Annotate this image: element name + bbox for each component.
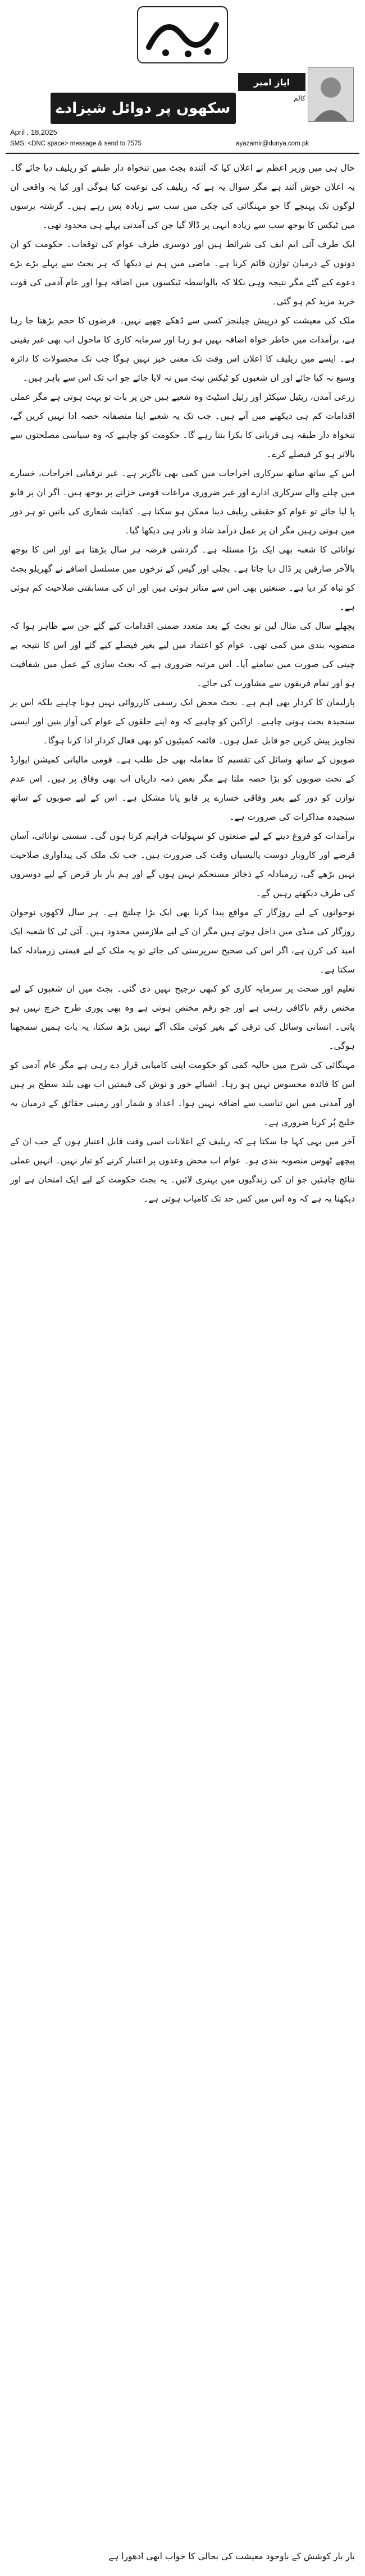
closing-line: بار بار کوشش کے باوجود معیشت کی بحالی کا خواب ابھی ادھورا ہے: [108, 2551, 355, 2561]
author-name: ایاز امیر: [238, 73, 305, 91]
article-header: [0, 0, 365, 160]
logo-icon: [104, 2, 261, 70]
author-note: کالم: [293, 94, 305, 102]
paragraph: پارلیمان کا کردار بھی اہم ہے۔ بجٹ محض ایک رسمی کارروائی نہیں ہونا چاہیے بلکہ اس پر سنجیدہ بحث ہونی چاہیے۔ اراکین کو چاہیے کہ وہ اپنے حلقوں کے عوام کی آواز بنیں اور ایسی تجاویز پیش کریں جو قابل عمل ہوں۔ قائمہ کمیٹیوں کو بھی فعال کردار ادا کرنا ہوگا۔: [10, 697, 355, 746]
author-photo: [308, 67, 354, 122]
article-body: [10, 158, 355, 1208]
paragraph: اس کے ساتھ ساتھ سرکاری اخراجات میں کمی بھی ناگزیر ہے۔ غیر ترقیاتی اخراجات، خسارے میں چلنے والے سرکاری ادارے اور غیر ضروری مراعات قومی خزانے پر بوجھ ہیں۔ اگر ان پر قابو پا لیا جائے تو عوام کو حقیقی ریلیف دینا ممکن ہو سکتا ہے۔ کفایت شعاری کی باتیں تو ہر دور میں ہوتی رہیں مگر ان پر عمل درآمد شاذ و نادر ہی دیکھا گیا۔: [10, 468, 355, 536]
paragraph: زرعی آمدن، ریٹیل سیکٹر اور رئیل اسٹیٹ وہ شعبے ہیں جن پر بات تو بہت ہوتی ہے مگر عملی اقدامات کم ہی دیکھنے میں آتے ہیں۔ جب تک یہ شعبے اپنا منصفانہ حصہ ادا نہیں کریں گے، تنخواہ دار طبقہ ہی قربانی کا بکرا بنتا رہے گا۔ حکومت کو چاہیے کہ وہ سیاسی مصلحتوں سے بالاتر ہو کر فیصلے کرے۔: [10, 392, 355, 459]
paragraph: توانائی کا شعبہ بھی ایک بڑا مسئلہ ہے۔ گردشی قرضہ ہر سال بڑھتا ہے اور اس کا بوجھ بالآخر صارفین پر ڈال دیا جاتا ہے۔ بجلی اور گیس کے نرخوں میں مسلسل اضافے نے گھریلو بجٹ کو تباہ کر دیا ہے۔ صنعتیں بھی اس سے متاثر ہوئی ہیں اور ان کی مسابقتی صلاحیت کم ہوئی ہے۔: [10, 545, 355, 612]
paragraph: نوجوانوں کے لیے روزگار کے مواقع پیدا کرنا بھی ایک بڑا چیلنج ہے۔ ہر سال لاکھوں نوجوان روزگار کی منڈی میں داخل ہوتے ہیں مگر ان کے لیے ملازمتیں محدود ہیں۔ آئی ٹی کا شعبہ ایک امید کی کرن ہے، اگر اس کی صحیح سرپرستی کی جائے تو یہ ملک کے لیے قیمتی زرمبادلہ کما سکتا ہے۔: [10, 907, 355, 975]
paragraph: صوبوں کے ساتھ وسائل کی تقسیم کا معاملہ بھی حل طلب ہے۔ قومی مالیاتی کمیشن ایوارڈ کے تحت صوبوں کو بڑا حصہ ملتا ہے مگر بعض ذمہ داریاں اب بھی وفاق پر ہیں۔ اس عدم توازن کو دور کیے بغیر وفاقی خسارے پر قابو پانا مشکل ہے۔ اس کے لیے صوبوں کے ساتھ سنجیدہ مذاکرات کی ضرورت ہے۔: [10, 755, 355, 822]
publish-date: April , 18,2025: [10, 128, 57, 136]
paragraph: برآمدات کو فروغ دینے کے لیے صنعتوں کو سہولیات فراہم کرنا ہوں گی۔ سستی توانائی، آسان قرضے اور کاروبار دوست پالیسیاں وقت کی ضرورت ہیں۔ جب تک ملک کی پیداواری صلاحیت نہیں بڑھے گی، زرمبادلہ کے ذخائر مستحکم نہیں ہوں گے اور ہم بار بار قرض کے لیے دوسروں کی طرف دیکھتے رہیں گے۔: [10, 831, 355, 898]
paragraph: آخر میں یہی کہا جا سکتا ہے کہ ریلیف کے اعلانات اسی وقت قابل اعتبار ہوں گے جب ان کے پیچھے ٹھوس منصوبہ بندی ہو۔ عوام اب محض وعدوں پر اعتبار کرنے کو تیار نہیں۔ انہیں عملی نتائج چاہئیں جو ان کی زندگیوں میں بہتری لائیں۔ یہ بجٹ حکومت کے لیے ایک امتحان ہے اور دیکھنا یہ ہے کہ وہ اس میں کس حد تک کامیاب ہوتی ہے۔: [10, 1136, 355, 1204]
paragraph: ایک طرف آئی ایم ایف کی شرائط ہیں اور دوسری طرف عوام کی توقعات۔ حکومت کو ان دونوں کے درمیان توازن قائم کرنا ہے۔ ماضی میں ہم نے دیکھا کہ ہر بجٹ سے پہلے بڑے بڑے دعوے کیے گئے مگر نتیجہ وہی نکلا کہ بالواسطہ ٹیکسوں میں اضافہ ہوا اور عام آدمی کی قوت خرید مزید کم ہو گئی۔: [10, 239, 355, 307]
author-avatar-icon: [308, 68, 353, 121]
header-divider: [6, 153, 359, 154]
sms-info: SMS: <DNC space> message & send to 7575: [10, 140, 142, 147]
newspaper-logo: [104, 2, 261, 70]
paragraph: مہنگائی کی شرح میں حالیہ کمی کو حکومت اپنی کامیابی قرار دے رہی ہے مگر عام آدمی کو اس کا فائدہ محسوس نہیں ہو رہا۔ اشیائے خور و نوش کی قیمتیں اب بھی بلند سطح پر ہیں اور آمدنی میں اس تناسب سے اضافہ نہیں ہوا۔ اعداد و شمار اور زمینی حقائق کے درمیان یہ خلیج پُر کرنا ضروری ہے۔: [10, 1060, 355, 1127]
paragraph: تعلیم اور صحت پر سرمایہ کاری کو کبھی ترجیح نہیں دی گئی۔ بجٹ میں ان شعبوں کے لیے مختص رقم ناکافی رہتی ہے اور جو رقم مختص ہوتی ہے وہ بھی پوری طرح خرچ نہیں ہو پاتی۔ انسانی وسائل کی ترقی کے بغیر کوئی ملک آگے نہیں بڑھ سکتا، یہ بات ہمیں سمجھنا ہوگی۔: [10, 984, 355, 1051]
paragraph: ملک کی معیشت کو درپیش چیلنجز کسی سے ڈھکے چھپے نہیں۔ قرضوں کا حجم بڑھتا جا رہا ہے، برآمدات میں خاطر خواہ اضافہ نہیں ہو رہا اور سرمایہ کاری کا ماحول اب بھی غیر یقینی ہے۔ ایسے میں ریلیف کا اعلان اس وقت تک معنی خیز نہیں ہوگا جب تک محصولات کا دائرہ وسیع نہ کیا جائے اور ان شعبوں کو ٹیکس نیٹ میں نہ لایا جائے جو اب تک اس سے باہر ہیں۔: [10, 316, 355, 383]
author-email: ayazamir@dunya.com.pk: [236, 140, 309, 147]
column-title: سکھوں پر دوائل شیزادے: [51, 93, 236, 124]
paragraph: حال ہی میں وزیر اعظم نے اعلان کیا کہ آئندہ بجٹ میں تنخواہ دار طبقے کو ریلیف دیا جائے گا۔ یہ اعلان خوش آئند ہے مگر سوال یہ ہے کہ ریلیف کی نوعیت کیا ہوگی اور کیا یہ واقعی ان لوگوں تک پہنچے گا جو مہنگائی کی چکی میں سب سے زیادہ پس رہے ہیں۔ گزشتہ برسوں میں ٹیکس کا بوجھ سب سے زیادہ انہی پر ڈالا گیا جن کی آمدنی پہلے ہی محدود تھی۔: [10, 163, 355, 230]
paragraph: پچھلے سال کی مثال لیں تو بجٹ کے بعد متعدد ضمنی اقدامات کیے گئے جن سے ظاہر ہوا کہ منصوبہ بندی میں کمی تھی۔ عوام کو اعتماد میں لیے بغیر فیصلے کیے گئے اور اس کا نتیجہ بے چینی کی صورت میں سامنے آیا۔ اس مرتبہ ضروری ہے کہ بجٹ سازی کے عمل میں شفافیت ہو اور تمام فریقوں سے مشاورت کی جائے۔: [10, 621, 355, 688]
